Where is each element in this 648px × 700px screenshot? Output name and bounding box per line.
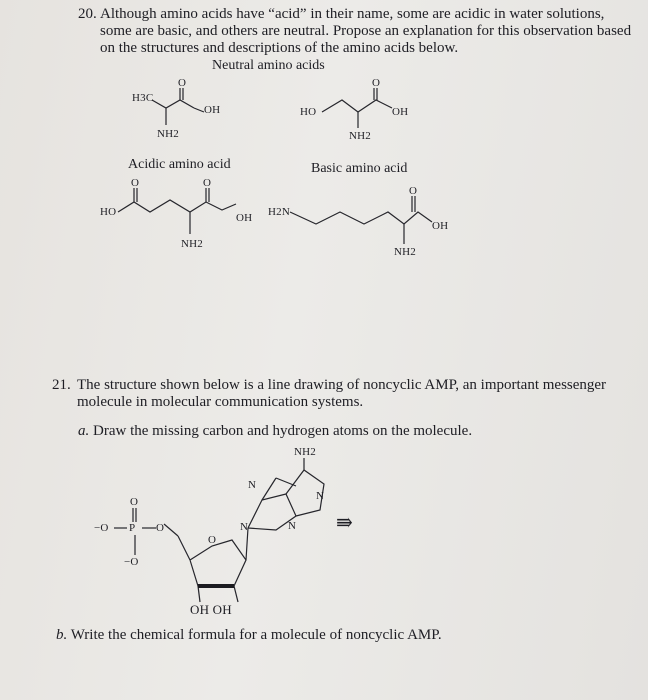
basic-label: Basic amino acid <box>311 161 408 176</box>
basic-o: O <box>409 185 418 197</box>
amp-phosphate-o-left: −O <box>94 522 109 534</box>
alanine-h3c: H3C <box>132 92 154 104</box>
amp-nh2: NH2 <box>294 446 316 458</box>
amp-n1: N <box>316 490 325 502</box>
question-20-text: Although amino acids have “acid” in their name, some are acidic in water solutions, some are basic, and others are neutral. Propose an explanation for this observation based on the structures and descriptions of the amino acids below. <box>100 6 632 56</box>
alanine-nh2: NH2 <box>157 128 179 140</box>
glycine-ho: HO <box>300 106 317 118</box>
question-21-text: The structure shown below is a line drawing of noncyclic AMP, an important messenger molecule in molecular communication systems. <box>77 377 607 410</box>
question-21a-text: Draw the missing carbon and hydrogen atoms on the molecule. <box>93 423 473 439</box>
basic-structure <box>290 196 432 244</box>
basic-h2n: H2N <box>268 206 290 218</box>
glycine-o: O <box>372 77 381 89</box>
amp-phosphate-o-right: O <box>156 522 165 534</box>
question-21 <box>52 377 632 411</box>
acidic-structure <box>118 188 236 234</box>
amp-n7: N <box>248 479 257 491</box>
question-21b-text: Write the chemical formula for a molecule of noncyclic AMP. <box>70 627 442 643</box>
alanine-oh: OH <box>204 104 221 116</box>
question-21a-letter: a. <box>78 423 90 439</box>
basic-oh: OH <box>432 220 449 232</box>
amp-n3: N <box>288 520 297 532</box>
amp-oh-oh: OH OH <box>190 602 232 617</box>
question-21a <box>78 423 472 440</box>
basic-nh2: NH2 <box>394 246 416 258</box>
amp-phosphorus: P <box>129 522 136 534</box>
glycine-structure <box>322 88 392 128</box>
acidic-ho: HO <box>100 206 117 218</box>
acidic-oh: OH <box>236 212 253 224</box>
neutral-label: Neutral amino acids <box>212 58 325 73</box>
acidic-o2: O <box>203 177 212 189</box>
amp-phosphate-o-bottom: −O <box>124 556 139 568</box>
acidic-nh2: NH2 <box>181 238 203 250</box>
equilibrium-arrow-icon: ⇛ <box>336 512 353 534</box>
amp-phosphate-o-top: O <box>130 496 139 508</box>
alanine-o: O <box>178 77 187 89</box>
amp-ring-o: O <box>208 534 217 546</box>
question-21-number: 21. <box>52 377 71 393</box>
amp-n9: N <box>240 521 249 533</box>
question-21b-letter: b. <box>56 627 68 643</box>
acidic-o1: O <box>131 177 140 189</box>
glycine-nh2: NH2 <box>349 130 371 142</box>
glycine-oh: OH <box>392 106 409 118</box>
question-21b <box>56 627 442 644</box>
acidic-label: Acidic amino acid <box>128 157 231 172</box>
question-20-number: 20. <box>78 6 97 22</box>
alanine-structure <box>152 88 204 125</box>
